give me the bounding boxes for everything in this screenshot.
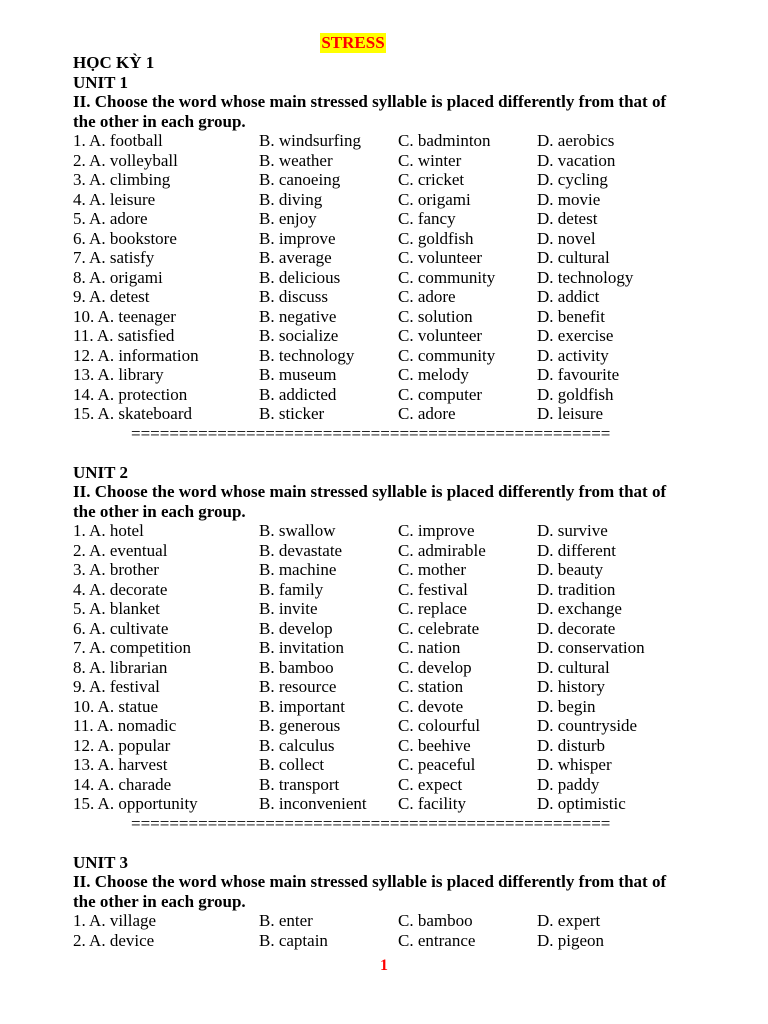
question-option-c: C. celebrate (398, 618, 480, 638)
question-option-a: 1. A. hotel (73, 521, 144, 540)
question-option-b: B. sticker (259, 404, 325, 423)
question-option-d: D. vacation (537, 150, 616, 170)
question-option-a: 2. A. device (73, 930, 155, 950)
question-option-a: 12. A. popular (73, 735, 171, 755)
title-wrap (33, 33, 673, 53)
question-row (73, 775, 713, 795)
question-option-b: B. weather (259, 150, 333, 170)
question-option-c: C. winter (398, 150, 462, 170)
question-option-a: 10. A. statue (73, 696, 158, 716)
unit-instruction: the other in each group. (73, 501, 246, 521)
question-option-c: C. cricket (398, 170, 465, 189)
question-option-d: D. pigeon (537, 930, 605, 950)
question-option-c: C. volunteer (398, 326, 483, 345)
question-option-b: B. machine (259, 560, 337, 579)
question-option-c: C. fancy (398, 209, 456, 228)
question-option-c: C. expect (398, 774, 463, 794)
question-option-b: B. devastate (259, 540, 343, 560)
section-separator: ================================================== (131, 813, 611, 833)
question-option-b: B. invitation (259, 638, 344, 657)
question-option-a: 4. A. leisure (73, 189, 156, 209)
question-option-d: D. decorate (537, 618, 616, 638)
question-option-a: 1. A. football (73, 131, 163, 150)
question-row (73, 794, 713, 814)
question-option-b: B. average (259, 248, 332, 267)
question-row (73, 638, 713, 658)
question-option-a: 2. A. eventual (73, 540, 168, 560)
question-option-b: B. enjoy (259, 209, 317, 228)
unit-instruction: II. Choose the word whose main stressed syllable is placed differently from that of (73, 872, 667, 891)
question-option-d: D. detest (537, 209, 598, 228)
question-option-c: C. develop (398, 657, 472, 677)
question-row (73, 151, 713, 171)
question-row (73, 268, 713, 288)
document-title: STRESS (321, 33, 385, 52)
question-option-c: C. origami (398, 189, 471, 209)
question-option-c: C. mother (398, 560, 466, 579)
question-option-d: D. movie (537, 189, 601, 209)
question-option-b: B. canoeing (259, 170, 341, 189)
question-option-b: B. collect (259, 755, 325, 774)
question-option-c: C. admirable (398, 540, 486, 560)
unit-heading: UNIT 3 (73, 852, 128, 872)
question-option-b: B. swallow (259, 521, 336, 540)
question-option-b: B. diving (259, 189, 323, 209)
question-option-a: 15. A. opportunity (73, 794, 198, 813)
question-option-b: B. important (259, 696, 345, 716)
question-option-d: D. beauty (537, 560, 604, 579)
question-option-c: C. peaceful (398, 755, 476, 774)
question-option-d: D. benefit (537, 306, 605, 326)
question-option-c: C. melody (398, 365, 469, 384)
question-option-c: C. community (398, 345, 496, 365)
question-option-d: D. leisure (537, 404, 604, 423)
question-option-c: C. festival (398, 579, 468, 599)
question-option-b: B. technology (259, 345, 355, 365)
question-option-d: D. whisper (537, 755, 612, 774)
question-option-d: D. aerobics (537, 131, 615, 150)
unit-section (73, 853, 713, 951)
question-option-d: D. addict (537, 287, 600, 306)
question-row (73, 521, 713, 541)
question-option-d: D. goldfish (537, 384, 614, 404)
question-row (73, 131, 713, 151)
question-option-b: B. invite (259, 599, 318, 618)
question-row (73, 580, 713, 600)
unit-instruction: the other in each group. (73, 891, 246, 911)
question-option-b: B. improve (259, 228, 336, 248)
question-row (73, 716, 713, 736)
question-option-c: C. community (398, 267, 496, 287)
question-row (73, 755, 713, 775)
question-option-a: 2. A. volleyball (73, 150, 178, 170)
unit-section (73, 73, 713, 463)
question-option-b: B. delicious (259, 267, 341, 287)
question-row (73, 541, 713, 561)
question-option-d: D. begin (537, 696, 596, 716)
question-row (73, 931, 713, 951)
question-row (73, 209, 713, 229)
question-option-d: D. cultural (537, 248, 610, 267)
question-option-a: 8. A. origami (73, 267, 163, 287)
question-option-a: 14. A. charade (73, 774, 172, 794)
question-option-d: D. survive (537, 521, 608, 540)
question-row (73, 248, 713, 268)
question-row (73, 190, 713, 210)
question-option-a: 7. A. competition (73, 638, 192, 657)
question-option-c: C. facility (398, 794, 466, 813)
question-option-c: C. devote (398, 696, 464, 716)
unit-instruction: II. Choose the word whose main stressed syllable is placed differently from that of (73, 482, 667, 501)
question-option-a: 3. A. brother (73, 560, 159, 579)
question-row (73, 385, 713, 405)
question-option-b: B. discuss (259, 287, 328, 306)
question-option-d: D. expert (537, 911, 601, 930)
question-option-c: C. badminton (398, 131, 491, 150)
question-option-b: B. socialize (259, 326, 339, 345)
question-option-b: B. addicted (259, 384, 337, 404)
question-row (73, 307, 713, 327)
question-option-a: 7. A. satisfy (73, 248, 155, 267)
units-container (73, 73, 713, 951)
question-option-d: D. favourite (537, 365, 620, 384)
question-option-d: D. disturb (537, 735, 605, 755)
question-option-b: B. enter (259, 911, 313, 930)
question-option-c: C. solution (398, 306, 473, 326)
unit-section (73, 463, 713, 853)
question-option-d: D. optimistic (537, 794, 626, 813)
question-option-b: B. negative (259, 306, 337, 326)
question-option-c: C. station (398, 677, 464, 696)
question-option-b: B. museum (259, 365, 337, 384)
question-option-d: D. countryside (537, 716, 638, 735)
question-option-a: 4. A. decorate (73, 579, 168, 599)
question-option-a: 8. A. librarian (73, 657, 168, 677)
question-row (73, 229, 713, 249)
question-row (73, 170, 713, 190)
question-option-b: B. calculus (259, 735, 335, 755)
question-option-a: 9. A. detest (73, 287, 150, 306)
question-row (73, 404, 713, 424)
question-option-c: C. replace (398, 599, 467, 618)
question-row (73, 619, 713, 639)
question-row (73, 911, 713, 931)
question-option-a: 11. A. satisfied (73, 326, 175, 345)
question-option-a: 9. A. festival (73, 677, 160, 696)
question-row (73, 326, 713, 346)
question-row (73, 658, 713, 678)
question-option-b: B. develop (259, 618, 333, 638)
question-row (73, 365, 713, 385)
question-option-c: C. nation (398, 638, 461, 657)
question-option-b: B. transport (259, 774, 340, 794)
question-option-d: D. different (537, 540, 616, 560)
question-row (73, 287, 713, 307)
question-option-b: B. inconvenient (259, 794, 367, 813)
question-option-c: C. goldfish (398, 228, 474, 248)
question-option-a: 13. A. library (73, 365, 164, 384)
question-option-a: 15. A. skateboard (73, 404, 192, 423)
question-option-a: 1. A. village (73, 911, 157, 930)
section-gap (73, 443, 713, 463)
question-option-b: B. bamboo (259, 657, 334, 677)
question-option-a: 6. A. bookstore (73, 228, 177, 248)
question-option-a: 10. A. teenager (73, 306, 176, 326)
question-option-d: D. activity (537, 345, 609, 365)
question-option-c: C. colourful (398, 716, 481, 735)
question-option-d: D. tradition (537, 579, 616, 599)
question-option-c: C. bamboo (398, 911, 473, 930)
question-row (73, 736, 713, 756)
question-option-c: C. improve (398, 521, 475, 540)
question-row (73, 346, 713, 366)
document-page (73, 33, 713, 950)
question-option-c: C. entrance (398, 930, 476, 950)
question-option-d: D. history (537, 677, 605, 696)
question-option-b: B. resource (259, 677, 337, 696)
unit-instruction: the other in each group. (73, 111, 246, 131)
question-option-a: 3. A. climbing (73, 170, 171, 189)
question-row (73, 697, 713, 717)
question-row (73, 560, 713, 580)
unit-instruction: II. Choose the word whose main stressed syllable is placed differently from that of (73, 92, 667, 111)
question-option-d: D. exercise (537, 326, 614, 345)
question-option-a: 14. A. protection (73, 384, 188, 404)
question-option-a: 6. A. cultivate (73, 618, 169, 638)
question-option-d: D. cycling (537, 170, 608, 189)
question-option-d: D. novel (537, 228, 596, 248)
question-option-d: D. technology (537, 267, 634, 287)
question-option-b: B. family (259, 579, 324, 599)
question-option-c: C. adore (398, 287, 456, 306)
section-gap (73, 833, 713, 853)
question-option-c: C. adore (398, 404, 456, 423)
term-heading: HỌC KỲ 1 (73, 53, 155, 72)
question-option-a: 13. A. harvest (73, 755, 168, 774)
section-separator: ================================================== (131, 423, 611, 443)
question-option-b: B. generous (259, 716, 341, 735)
question-option-d: D. exchange (537, 599, 622, 618)
question-row (73, 599, 713, 619)
question-option-b: B. windsurfing (259, 131, 361, 150)
unit-heading: UNIT 2 (73, 462, 128, 482)
question-row (73, 677, 713, 697)
question-option-a: 5. A. adore (73, 209, 148, 228)
page-number: 1 (380, 957, 388, 974)
question-option-c: C. beehive (398, 735, 471, 755)
question-option-a: 11. A. nomadic (73, 716, 177, 735)
question-option-d: D. cultural (537, 657, 610, 677)
question-option-b: B. captain (259, 930, 328, 950)
question-option-d: D. conservation (537, 638, 645, 657)
question-option-a: 12. A. information (73, 345, 199, 365)
question-option-d: D. paddy (537, 774, 600, 794)
question-option-a: 5. A. blanket (73, 599, 160, 618)
question-option-c: C. volunteer (398, 248, 483, 267)
unit-heading: UNIT 1 (73, 72, 128, 92)
question-option-c: C. computer (398, 384, 483, 404)
